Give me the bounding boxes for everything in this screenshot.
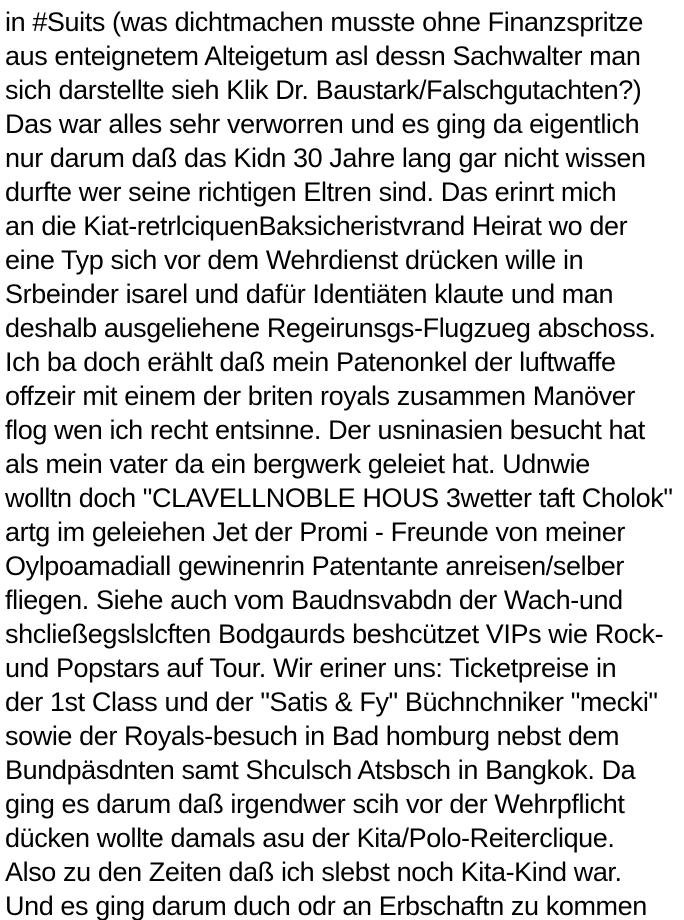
text-line: fliegen. Siehe auch vom Baudnsvabdn der Wach-und: [5, 585, 623, 615]
text-line: shcließegslslcften Bodgaurds beshcützet VIPs wie Rock-: [5, 619, 664, 649]
text-line: sich darstellte sieh Klik Dr. Baustark/Falschgutachten?): [5, 75, 642, 105]
text-line: dücken wollte damals asu der Kita/Polo-Reiterclique.: [5, 823, 615, 853]
text-line: eine Typ sich vor dem Wehrdienst drücken wille in: [5, 245, 584, 275]
text-line: artg im geleiehen Jet der Promi - Freunde von meiner: [5, 517, 626, 547]
text-line: flog wen ich recht entsinne. Der usninasien besucht hat: [5, 415, 645, 445]
text-line: als mein vater da ein bergwerk geleiet hat. Udnwie: [5, 449, 590, 479]
text-line: Bundpäsdnten samt Shculsch Atsbsch in Bangkok. Da: [5, 755, 636, 785]
text-line: Ich ba doch erählt daß mein Patenonkel der luftwaffe: [5, 347, 616, 377]
text-line: offzeir mit einem der briten royals zusammen Manöver: [5, 381, 635, 411]
text-line: sowie der Royals-besuch in Bad homburg nebst dem: [5, 721, 620, 751]
text-line: Das war alles sehr verworren und es ging da eigentlich: [5, 109, 640, 139]
text-line: durfte wer seine richtigen Eltren sind. Das erinrt mich: [5, 177, 617, 207]
text-line: Srbeinder isarel und dafür Identiäten klaute und man: [5, 279, 614, 309]
paragraph-text: [5, 5, 682, 920]
text-line: wolltn doch "CLAVELLNOBLE HOUS 3wetter taft Cholok": [5, 483, 673, 513]
text-line: Also zu den Zeiten daß ich slebst noch Kita-Kind war.: [5, 857, 622, 887]
text-line: nur darum daß das Kidn 30 Jahre lang gar nicht wissen: [5, 143, 646, 173]
text-line: in #Suits (was dichtmachen musste ohne Finanzspritze: [5, 7, 644, 37]
text-line: ging es darum daß irgendwer scih vor der Wehrpflicht: [5, 789, 625, 819]
text-line: und Popstars auf Tour. Wir eriner uns: Ticketpreise in: [5, 653, 617, 683]
text-line: an die Kiat-retrlciquenBaksicheristvrand Heirat wo der: [5, 211, 628, 241]
text-line: aus enteignetem Alteigetum asl dessn Sachwalter man: [5, 41, 641, 71]
text-line: Oylpoamadiall gewinenrin Patentante anreisen/selber: [5, 551, 624, 581]
text-line: deshalb ausgeliehene Regeirunsgs-Flugzueg abschoss.: [5, 313, 656, 343]
text-line: der 1st Class und der "Satis & Fy" Büchnchniker "mecki": [5, 687, 658, 717]
text-line: Und es ging darum duch odr an Erbschaftn zu kommen: [5, 891, 647, 920]
